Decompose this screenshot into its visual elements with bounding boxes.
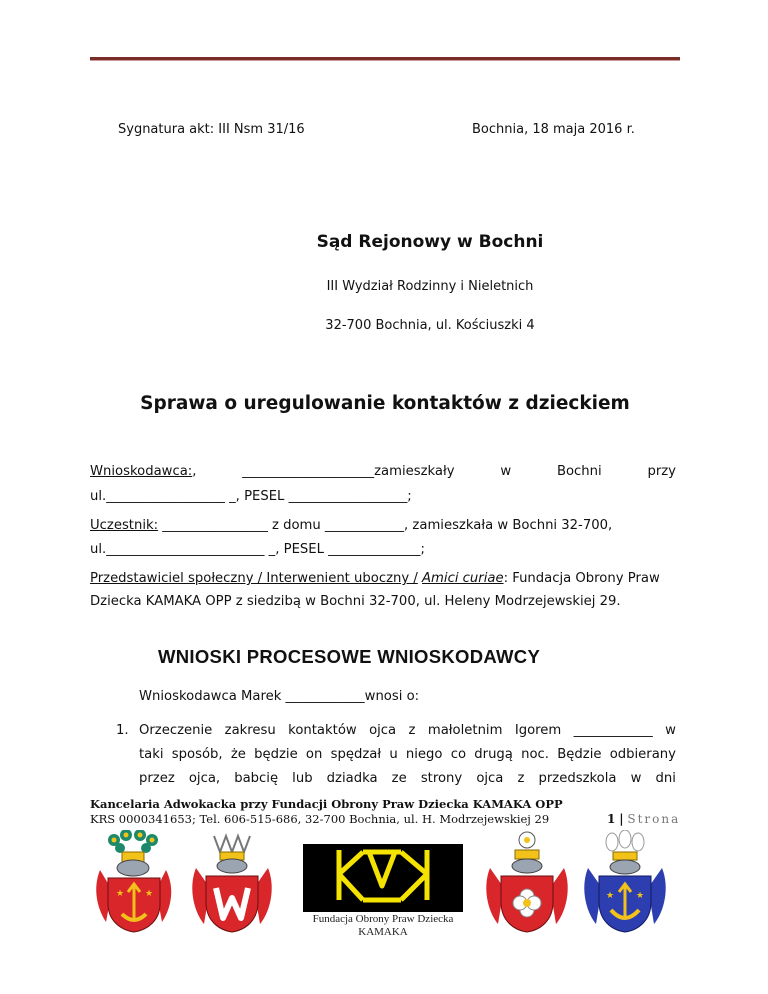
kamaka-logo-icon [303,844,463,912]
word: zakresu [224,723,276,738]
logo-caption-line1: Fundacja Obrony Praw Dziecka [312,913,454,925]
word: przedszkola [538,771,617,786]
word: sposób, [171,747,223,762]
participant-line2: ul.________________________ _, PESEL ______________; [90,542,425,557]
page-number-value: 1 [607,812,616,826]
word: Orzeczenie [139,723,213,738]
page-separator: | [619,812,624,826]
item-number: 1. [116,723,129,738]
word: drugą [474,747,513,762]
word: babcię [234,771,279,786]
item-line-3 [139,771,676,786]
header-rule [90,57,680,61]
participant-line1-rest: ________________ z domu ____________, zamieszkała w Bochni 32-700, [158,518,613,533]
word: niego [405,747,443,762]
court-division: III Wydział Rodzinny i Nieletnich [326,279,534,294]
word: małoletnim [427,723,503,738]
word: noc. [521,747,549,762]
coat-of-arms-4-icon [582,830,668,934]
logo-caption [300,913,466,939]
applicant-name-blank: ____________________zamieszkały [242,464,455,479]
word: on [305,747,323,762]
word: z [408,723,416,738]
applicant-w: w [500,464,512,479]
word: dziadka [326,771,378,786]
applicant-line2: ul.__________________ _, PESEL __________________; [90,489,412,504]
representative-line2: Dziecka KAMAKA OPP z siedzibą w Bochni 32-700, ul. Heleny Modrzejewskiej 29. [90,594,621,609]
coat-of-arms-3-icon [484,830,570,934]
footer-title: Kancelaria Adwokacka przy Fundacji Obrony Praw Dziecka KAMAKA OPP [90,797,563,811]
coat-of-arms-1-icon [92,830,176,934]
representative-text1: Fundacja Obrony Praw [508,571,660,586]
word: przez [139,771,175,786]
case-signature: Sygnatura akt: III Nsm 31/16 [118,122,305,137]
applicant-label: Wnioskodawca: [90,464,193,479]
coat-of-arms-2-icon [190,832,274,934]
section-title: WNIOSKI PROCESOWE WNIOSKODAWCY [158,646,541,667]
word: Będzie [557,747,602,762]
applicant-city: Bochni [556,464,602,479]
court-name: Sąd Rejonowy w Bochni [316,232,544,252]
svg-text:★: ★ [145,889,154,899]
word: będzie [254,747,298,762]
word: u [389,747,398,762]
word: odbierany [609,747,676,762]
svg-text:★: ★ [606,891,615,901]
case-title: Sprawa o uregulowanie kontaktów z dzieckiem [140,393,630,414]
word: ojca [476,771,504,786]
applicant-przy: przy [647,464,676,479]
court-address: 32-700 Bochnia, ul. Kościuszki 4 [325,318,535,333]
word: kontaktów [288,723,357,738]
page-word: Strona [627,812,681,826]
word: ojca [369,723,397,738]
item-line-1 [139,723,676,738]
word: ____________ [573,723,653,738]
applicant-comma: , [192,464,197,479]
word: w [630,771,642,786]
word: ojca, [188,771,221,786]
word: Igorem [514,723,562,738]
word: spędzał [330,747,382,762]
word: że [230,747,246,762]
place-date: Bochnia, 18 maja 2016 r. [472,122,635,137]
footer-contact: KRS 0000341653; Tel. 606-515-686, 32-700 Bochnia, ul. H. Modrzejewskiej 29 [90,812,550,826]
item-line-2 [139,747,676,762]
word: lub [292,771,313,786]
applicant-line1 [90,464,676,479]
amici-curiae-label: Amici curiae [422,571,504,586]
word: z [517,771,525,786]
kamaka-logo [303,844,463,912]
participant-label: Uczestnik: [90,518,159,533]
word: strony [420,771,463,786]
word: w [665,723,676,738]
word: taki [139,747,164,762]
svg-text:★: ★ [116,889,125,899]
logo-caption-line2: KAMAKA [358,926,408,938]
svg-text:★: ★ [636,891,645,901]
representative-line1 [90,571,660,586]
word: ze [391,771,407,786]
participant-line1 [90,518,612,533]
word: co [450,747,467,762]
word: dni [655,771,676,786]
representative-label: Przedstawiciel społeczny / Interwenient uboczny / [90,571,418,586]
representative-colon: : [503,571,509,586]
page-number [607,812,680,826]
intro-line: Wnioskodawca Marek ____________wnosi o: [139,689,420,704]
